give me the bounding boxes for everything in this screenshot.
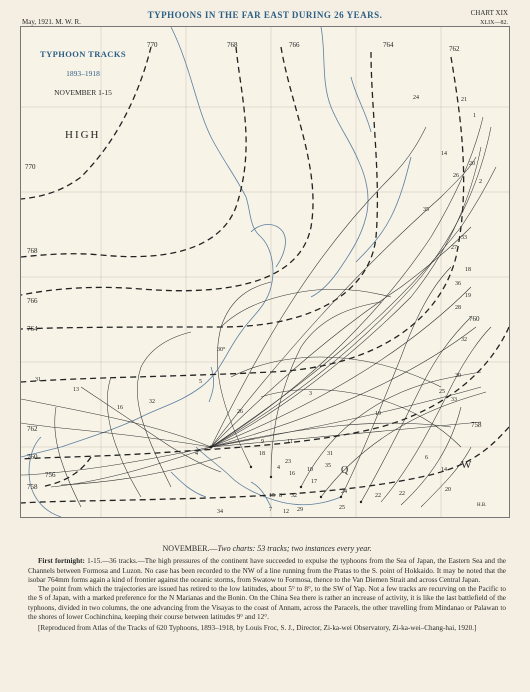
track-number: 21 bbox=[461, 97, 467, 103]
track-number: 7 bbox=[269, 507, 272, 513]
track-number: 1 bbox=[473, 113, 476, 119]
track-number: 2 bbox=[479, 179, 482, 185]
corner-mark: H.B. bbox=[477, 503, 487, 508]
track-number: 22 bbox=[399, 491, 405, 497]
track-number: 18 bbox=[259, 451, 265, 457]
track-number: 24 bbox=[413, 95, 419, 101]
caption-paragraph-1-lead: First fortnight: bbox=[38, 557, 85, 566]
typhoon-tracks bbox=[21, 117, 496, 507]
legend-period: NOVEMBER 1-15 bbox=[54, 88, 112, 97]
isobar-label: 768 bbox=[27, 247, 38, 255]
graticule bbox=[21, 27, 509, 517]
track-number: 25 bbox=[339, 505, 345, 511]
track-number: 32 bbox=[149, 399, 155, 405]
track-number: 20 bbox=[445, 487, 451, 493]
track-number: 14 bbox=[441, 151, 447, 157]
track-number: 17 bbox=[311, 479, 317, 485]
isobars bbox=[21, 47, 509, 503]
track-number: 5 bbox=[199, 379, 202, 385]
track-number: 18 bbox=[465, 267, 471, 273]
track-number: 29 bbox=[297, 507, 303, 513]
isobar-label: 764 bbox=[383, 41, 394, 49]
track-number: 10 bbox=[307, 467, 313, 473]
track-number: 26 bbox=[453, 173, 459, 179]
chart-caption bbox=[28, 544, 506, 634]
track-number: 19 bbox=[375, 411, 381, 417]
track-number: 3 bbox=[309, 391, 312, 397]
isobar-label: 758 bbox=[27, 483, 38, 491]
track-number: 30 bbox=[455, 373, 461, 379]
track-number: 8 bbox=[279, 493, 282, 499]
track-number: 16 bbox=[117, 405, 123, 411]
header-title: TYPHOONS IN THE FAR EAST DURING 26 YEARS. bbox=[147, 10, 383, 20]
caption-reproduction-note: [Reproduced from Atlas of the Tracks of 620 Typhoons, 1893–1918, by Louis Froc, S. J., Director, Zi-ka-wei Observatory, Zi-ka-wei–Chang-hai, 1920.] bbox=[38, 624, 477, 633]
track-number: 19 bbox=[465, 293, 471, 299]
track-number: 23 bbox=[285, 459, 291, 465]
track-number: 6 bbox=[425, 455, 428, 461]
chart-number: CHART XIX bbox=[470, 9, 508, 17]
legend-years: 1893–1918 bbox=[66, 69, 100, 78]
track-number: 24 bbox=[341, 489, 347, 495]
isobar-label: 762 bbox=[449, 45, 460, 53]
track-number: 4 bbox=[195, 451, 198, 457]
track-number: 9 bbox=[261, 439, 264, 445]
track-number: 13 bbox=[73, 387, 79, 393]
track-number: 15 bbox=[269, 493, 275, 499]
isobar-label: 768 bbox=[227, 41, 238, 49]
track-number: 28 bbox=[455, 305, 461, 311]
track-number: 32 bbox=[461, 337, 467, 343]
track-origin-dots bbox=[210, 446, 363, 504]
track-number: 31 bbox=[327, 451, 333, 457]
track-number: 32 bbox=[291, 493, 297, 499]
track-number: 11 bbox=[287, 439, 293, 445]
w-label: W bbox=[461, 459, 474, 471]
track-number: 12 bbox=[283, 509, 289, 515]
caption-paragraph-2: The point from which the trajectories are issued has retired to the low latitudes, about 5° to 8°, to the SW of Yap. Not a few tracks are recurving on the Pacific to the S of Japan, with a marked preference for the N Marianas and the Bonin. On the China Sea there is rather an increase of activity, it is like the last battlefield of the typhoons, divided in two columns, the one advancing from the Visayas to the coast of Annam, across the Paracels, the other travelling from Mindanao or Palawan to the shores of lower Cochinchina, keeping their course between latitudes 9° and 12°. bbox=[28, 585, 506, 622]
caption-heading-main: NOVEMBER.— bbox=[162, 544, 218, 553]
track-number: 20 bbox=[469, 161, 475, 167]
latitude-label: 30° bbox=[217, 347, 226, 353]
track-number: 25 bbox=[439, 389, 445, 395]
isobar-label: 766 bbox=[27, 297, 38, 305]
track-number: 35 bbox=[423, 207, 429, 213]
isobar-label: 770 bbox=[25, 163, 36, 171]
track-number: 34 bbox=[217, 509, 223, 515]
track-number: 27 bbox=[451, 245, 457, 251]
isobar-label: 762 bbox=[27, 425, 38, 433]
isobar-label: 770 bbox=[147, 41, 158, 49]
track-number: 33 bbox=[451, 397, 457, 403]
caption-paragraph-1 bbox=[28, 557, 506, 585]
caption-paragraph-1-text: 1-15.—36 tracks.—The high pressures of the continent have succeeded to expulse the typhoons from the Sea of Japan, the Eastern Sea and the Channels between Formosa and Luzon. No case has been recorded to the NW of a line running from the Pratas to the S. point of Hokkaido. It may be noted that the isobar 764mm forms again a kind of frontier against the oceanic storms, from Swatow to Formosa, thence to the Van Diemen Strait and across Central Japan. bbox=[28, 557, 506, 584]
q-label: Q bbox=[341, 465, 351, 476]
legend-title: TYPHOON TRACKS bbox=[40, 49, 126, 59]
track-number: 31 bbox=[35, 377, 41, 383]
track-number: 35 bbox=[325, 463, 331, 469]
header-date: May, 1921. M. W. R. bbox=[22, 18, 81, 26]
isobar-label: 760 bbox=[27, 453, 38, 461]
track-number: 4 bbox=[277, 465, 280, 471]
track-number: 36 bbox=[455, 281, 461, 287]
isobar-label: 756 bbox=[45, 471, 56, 479]
track-number: 26 bbox=[237, 409, 243, 415]
track-number: 14 bbox=[441, 467, 447, 473]
caption-heading-italic: Two charts: 53 tracks; two instances every year. bbox=[217, 544, 372, 553]
typhoon-track-map bbox=[20, 26, 510, 518]
isobar-label: 758 bbox=[471, 421, 482, 429]
header-chart-number bbox=[471, 8, 508, 28]
isobar-label: 766 bbox=[289, 41, 300, 49]
map-legend bbox=[37, 49, 129, 97]
chart-sub-number: XLIX—82. bbox=[480, 20, 508, 26]
isobar-label: 764 bbox=[27, 325, 38, 333]
caption-heading bbox=[28, 544, 506, 553]
high-pressure-label: HIGH bbox=[65, 129, 101, 141]
track-number: 22 bbox=[375, 493, 381, 499]
track-number: 16 bbox=[289, 471, 295, 477]
track-number: 33 bbox=[461, 235, 467, 241]
map-graphic bbox=[21, 27, 509, 517]
isobar-label: 760 bbox=[469, 315, 480, 323]
